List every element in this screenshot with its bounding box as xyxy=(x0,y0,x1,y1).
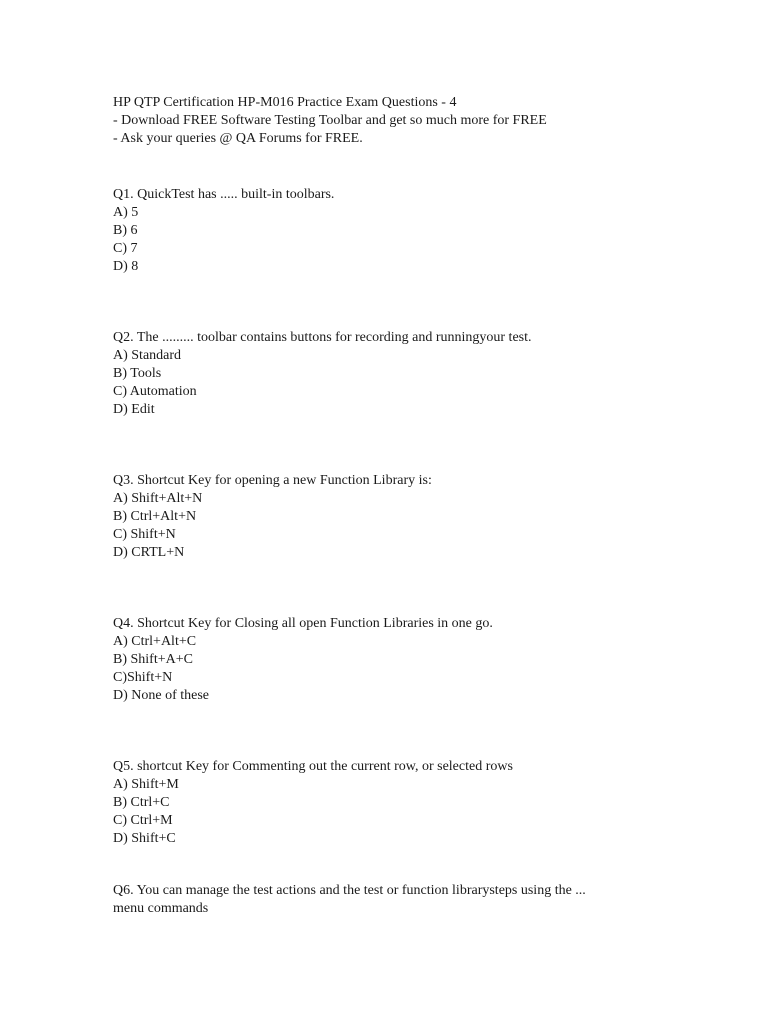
question-5 xyxy=(113,758,733,848)
answer-option: A) Standard xyxy=(113,348,182,363)
question-4 xyxy=(113,615,733,705)
answer-option: A) Ctrl+Alt+C xyxy=(113,634,197,649)
answer-option: A) Shift+Alt+N xyxy=(113,491,203,506)
question-6 xyxy=(113,882,733,918)
answer-option: D) Edit xyxy=(113,402,155,417)
answer-option: C) Automation xyxy=(113,384,197,399)
answer-option: C) 7 xyxy=(113,241,138,256)
answer-option: B) Tools xyxy=(113,366,162,381)
document-title: HP QTP Certification HP-M016 Practice Exam Questions - 4 xyxy=(113,95,457,110)
answer-option: B) Shift+A+C xyxy=(113,652,193,667)
answer-option: B) 6 xyxy=(113,223,138,238)
question-2 xyxy=(113,329,733,419)
answer-option: D) Shift+C xyxy=(113,831,176,846)
question-text: Q6. You can manage the test actions and the test or function librarysteps using the ... xyxy=(113,883,586,898)
answer-option: C) Ctrl+M xyxy=(113,813,173,828)
question-text: Q3. Shortcut Key for opening a new Function Library is: xyxy=(113,473,432,488)
question-text: Q2. The ......... toolbar contains buttons for recording and runningyour test. xyxy=(113,330,532,345)
answer-option: D) None of these xyxy=(113,688,210,703)
answer-option: A) Shift+M xyxy=(113,777,179,792)
question-text: Q1. QuickTest has ..... built-in toolbars. xyxy=(113,187,335,202)
qa-forums-link[interactable]: - Ask your queries @ QA Forums for FREE. xyxy=(113,131,363,146)
download-toolbar-link[interactable]: - Download FREE Software Testing Toolbar and get so much more for FREE xyxy=(113,113,547,128)
question-3 xyxy=(113,472,733,562)
answer-option: C)Shift+N xyxy=(113,670,173,685)
document-header xyxy=(113,94,733,148)
answer-option: D) CRTL+N xyxy=(113,545,185,560)
question-text-continued: menu commands xyxy=(113,901,209,916)
answer-option: C) Shift+N xyxy=(113,527,176,542)
answer-option: B) Ctrl+Alt+N xyxy=(113,509,197,524)
answer-option: A) 5 xyxy=(113,205,139,220)
question-text: Q5. shortcut Key for Commenting out the current row, or selected rows xyxy=(113,759,513,774)
answer-option: D) 8 xyxy=(113,259,139,274)
document-page xyxy=(113,94,733,971)
answer-option: B) Ctrl+C xyxy=(113,795,170,810)
question-text: Q4. Shortcut Key for Closing all open Function Libraries in one go. xyxy=(113,616,493,631)
question-1 xyxy=(113,186,733,276)
